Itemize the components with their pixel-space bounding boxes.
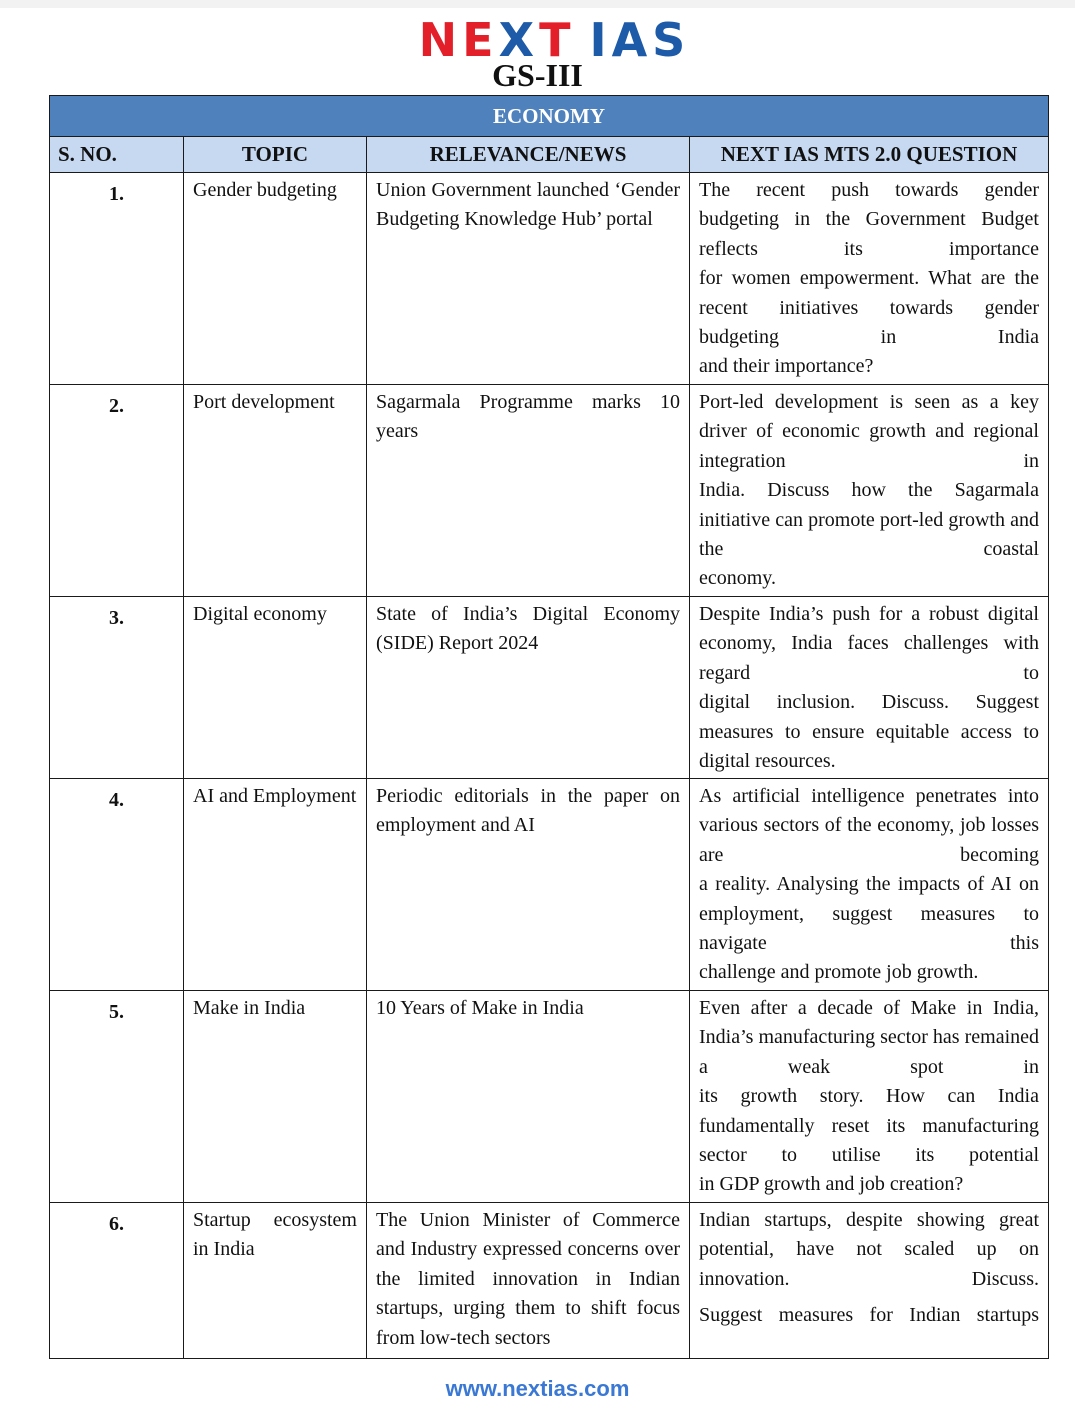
- economy-table: [49, 95, 1049, 1359]
- row-sno: 6.: [50, 1203, 184, 1359]
- logo-text-ne: NE: [418, 13, 499, 67]
- table-row: [50, 991, 1049, 1203]
- table-row: [50, 779, 1049, 991]
- question-line: Even after a decade of Make in India, India’s manufacturing sector has remained a weak spot in: [699, 997, 1039, 1078]
- row-question: [690, 991, 1049, 1203]
- column-header-question: NEXT IAS MTS 2.0 QUESTION: [690, 137, 1049, 173]
- question-line: Indian startups, despite showing great potential, have not scaled up on innovation. Discuss.: [699, 1209, 1039, 1290]
- row-question: [690, 779, 1049, 991]
- column-header-sno: S. NO.: [50, 137, 184, 173]
- question-line: Port-led development is seen as a key driver of economic growth and regional integration in: [699, 391, 1039, 472]
- row-sno: 2.: [50, 385, 184, 597]
- column-header-topic: TOPIC: [184, 137, 367, 173]
- paper-subtitle: GS-III: [492, 57, 583, 93]
- question-line: The recent push towards gender budgeting in the Government Budget reflects its importance: [699, 179, 1039, 260]
- row-question: [690, 385, 1049, 597]
- row-sno: 3.: [50, 597, 184, 779]
- row-relevance: 10 Years of Make in India: [367, 991, 690, 1203]
- row-topic: AI and Employment: [184, 779, 367, 991]
- logo-text-ias: IAS: [589, 13, 691, 67]
- question-line: As artificial intelligence penetrates into various sectors of the economy, job losses are becoming: [699, 785, 1039, 866]
- row-sno: 4.: [50, 779, 184, 991]
- question-line: economy.: [699, 567, 777, 590]
- row-question: [690, 597, 1049, 779]
- logo-text-x: X: [498, 13, 540, 67]
- row-question: [690, 173, 1049, 385]
- row-question: [690, 1203, 1049, 1359]
- question-line: Suggest measures for Indian startups: [699, 1304, 1039, 1327]
- section-band: [50, 96, 1049, 137]
- question-line: in GDP growth and job creation?: [699, 1173, 964, 1196]
- row-sno: 1.: [50, 173, 184, 385]
- table-row: [50, 173, 1049, 385]
- question-line: India. Discuss how the Sagarmala initiative can promote port-led growth and the coastal: [699, 479, 1039, 561]
- row-relevance: Sagarmala Programme marks 10 years: [367, 385, 690, 597]
- question-line: and their importance?: [699, 355, 874, 378]
- row-relevance: The Union Minister of Commerce and Industry expressed concerns over the limited innovation in Indian startups, urging them to shift focus from low-tech sectors: [367, 1203, 690, 1359]
- row-relevance: Union Government launched ‘Gender Budgeting Knowledge Hub’ portal: [367, 173, 690, 385]
- table-row: [50, 1203, 1049, 1359]
- top-bar: [0, 0, 1075, 8]
- logo-text-t: T: [539, 13, 576, 67]
- row-topic: Gender budgeting: [184, 173, 367, 385]
- row-relevance: State of India’s Digital Economy (SIDE) Report 2024: [367, 597, 690, 779]
- column-header-relevance: RELEVANCE/NEWS: [367, 137, 690, 173]
- next-ias-logo: [397, 13, 712, 67]
- question-line: a reality. Analysing the impacts of AI on employment, suggest measures to navigate this: [699, 873, 1039, 955]
- question-line: digital inclusion. Discuss. Suggest measures to ensure equitable access to digital resources.: [699, 691, 1039, 773]
- question-line: Despite India’s push for a robust digital economy, India faces challenges with regard to: [699, 603, 1039, 684]
- table-row: [50, 385, 1049, 597]
- row-topic: Digital economy: [184, 597, 367, 779]
- row-sno: 5.: [50, 991, 184, 1203]
- question-line: its growth story. How can India fundamentally reset its manufacturing sector to utilise its potential: [699, 1085, 1039, 1167]
- section-title: ECONOMY: [50, 96, 1049, 137]
- table-row: [50, 597, 1049, 779]
- row-topic: Port development: [184, 385, 367, 597]
- question-line: for women empowerment. What are the recent initiatives towards gender budgeting in India: [699, 267, 1039, 349]
- column-header-row: [50, 137, 1049, 173]
- question-line: challenge and promote job growth.: [699, 961, 979, 984]
- row-topic: Startup ecosystem in India: [184, 1203, 367, 1359]
- website-link[interactable]: www.nextias.com: [445, 1376, 630, 1401]
- row-relevance: Periodic editorials in the paper on employment and AI: [367, 779, 690, 991]
- row-topic: Make in India: [184, 991, 367, 1203]
